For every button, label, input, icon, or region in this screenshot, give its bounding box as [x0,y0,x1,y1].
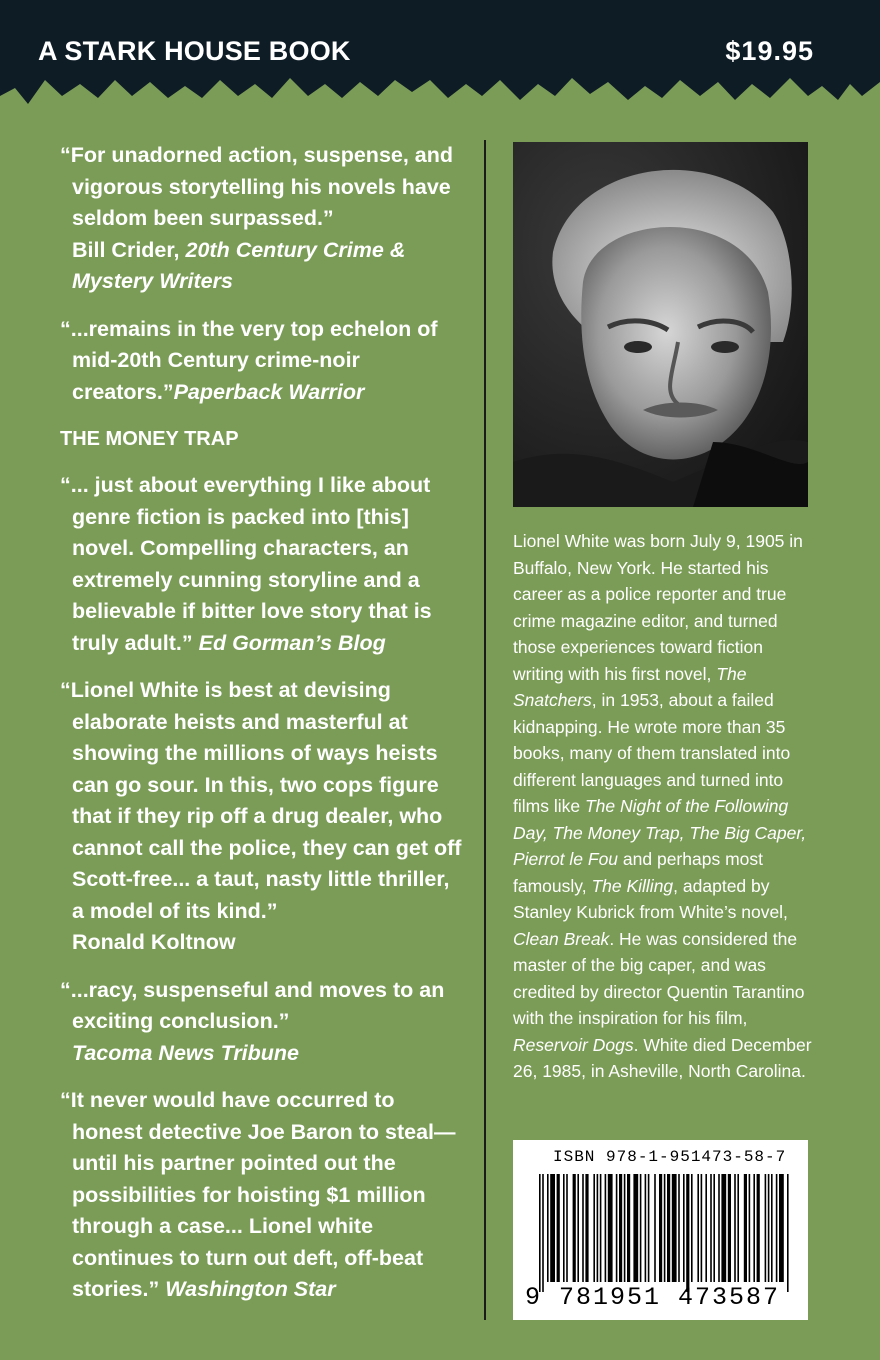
barcode-bar [633,1174,638,1282]
barcode-bar [779,1174,784,1282]
review-quote [60,140,465,298]
review-quote [60,675,465,959]
barcode-bar [624,1174,626,1282]
author-bio: Lionel White was born July 9, 1905 in Buffalo, New York. He started his career as a police reporter and true crime magazine editor, and turned those experiences toward fiction writing with his first novel, The Snatchers, in 1953, about a failed kidnapping. He wrote more than 35 books, many of them translated into different languages and turned into films like The Night of the Following Day, The Money Trap, The Big Caper, Pierrot le Fou and perhaps most famously, The Killing, adapted by Stanley Kubrick from White’s novel, Clean Break. He was considered the master of the big caper, and was credited by director Quentin Tarantino with the inspiration for his film, Reservoir Dogs. White died December 26, 1985, in Asheville, North Carolina. [513,531,812,1081]
reviews-column [60,140,465,1322]
quote-text: “... just about everything I like about genre fiction is packed into [this] novel. Compelling characters, an extremely cunning storyline and a believable if bitter love story that is truly adult.” [60,473,432,655]
review-quote [60,470,465,659]
film-titles: The Night of the Following Day, The Money Trap, The Big Caper, Pierrot le Fou [513,796,807,869]
barcode-bar [654,1174,656,1282]
review-quote [60,1085,465,1306]
barcode-bar [683,1174,685,1282]
section-heading: THE MONEY TRAP [60,428,239,450]
barcode-bar [721,1174,726,1282]
barcode-bar [672,1174,677,1282]
barcode-bar [771,1174,773,1282]
barcode-bar [734,1174,736,1282]
quote-attribution-name: Bill Crider, [72,237,180,262]
series-label: A STARK HOUSE BOOK [38,36,351,66]
barcode-bar [728,1174,731,1282]
barcode-bar [749,1174,751,1282]
quote-attribution-source: Ed Gorman’s Blog [192,630,386,655]
barcode-bar [550,1174,555,1282]
barcode-bar [616,1174,618,1282]
barcode-bar [593,1174,595,1282]
barcode-bar [542,1174,544,1292]
author-portrait-illustration [513,142,808,507]
column-divider [484,140,486,1320]
barcode-bar [645,1174,647,1282]
book-title: The Snatchers [513,663,747,710]
barcode-bar [776,1174,778,1282]
barcode-bar [691,1174,693,1282]
barcode-bar [713,1174,715,1282]
barcode-bar [597,1174,599,1282]
barcode-bar [557,1174,560,1282]
quote-text: “...remains in the very top echelon of mid-20th Century crime-noir creators.” [60,316,438,404]
barcode-bar [547,1174,549,1282]
barcode-bar [619,1174,622,1282]
barcode-bar [701,1174,703,1282]
barcode-bar [640,1174,642,1282]
barcode-bar [539,1174,541,1292]
barcode-bar [563,1174,565,1282]
barcode-bar [573,1174,576,1282]
barcode-bar [659,1174,662,1282]
quote-text: “...racy, suspenseful and moves to an exciting conclusion.” [60,977,445,1033]
barcode-bar [768,1174,770,1282]
barcode-bar [582,1174,584,1282]
quote-attribution-source: 20th Century Crime & Mystery Writers [72,237,406,293]
quote-attribution-source: Tacoma News Tribune [72,1040,300,1065]
barcode-bar [608,1174,613,1282]
barcode-bar [744,1174,747,1282]
quote-attribution-source: Paperback Warrior [173,379,365,404]
barcode-bar [787,1174,789,1292]
barcode-bar [600,1174,602,1282]
book-title: Clean Break [513,928,610,949]
price-label: $19.95 [725,36,814,66]
barcode-bar [627,1174,630,1282]
barcode-bar [757,1174,760,1282]
barcode-bar [710,1174,712,1282]
film-title: Reservoir Dogs [513,1034,634,1055]
isbn-digits: 9 781951 473587 [525,1283,781,1312]
author-photo [513,142,808,507]
isbn-barcode [513,1140,808,1320]
quote-text: “It never would have occurred to honest detective Joe Baron to steal—until his partner pointed out the possibilities for hoisting $1 million through a case... Lionel white continues to turn out deft, off-beat stories.” [60,1088,456,1301]
barcode-bar [737,1174,739,1282]
isbn-label: ISBN 978-1-951473-58-7 [553,1148,787,1166]
barcode-bar [648,1174,650,1282]
barcode-bar [667,1174,670,1282]
film-title: The Killing [591,875,674,896]
quote-attribution-name: Ronald Koltnow [72,930,236,954]
barcode-bar [705,1174,707,1282]
quote-attribution-source: Washington Star [159,1277,336,1301]
barcode-bar [585,1174,588,1282]
barcode-bar [697,1174,699,1282]
barcode-bar [753,1174,755,1282]
barcode-bar [686,1174,689,1292]
review-quote [60,975,465,1070]
barcode-bar [605,1174,607,1282]
review-quote [60,314,465,409]
quote-text: “For unadorned action, suspense, and vigorous storytelling his novels have seldom been surpassed.” [60,143,454,230]
barcode-bar [678,1174,680,1282]
barcode-bar [718,1174,720,1282]
quote-text: “Lionel White is best at devising elaborate heists and masterful at showing the millions of ways heists can go sour. In this, two cops figure that if they rip off a drug dealer, who cannot call the police, they can get off Scott-free... a taut, nasty little thriller, a model of its kind.” [60,678,462,923]
barcode-bar [765,1174,767,1282]
barcode-bar [577,1174,579,1282]
barcode-bar [664,1174,666,1282]
barcode-bar [566,1174,568,1282]
